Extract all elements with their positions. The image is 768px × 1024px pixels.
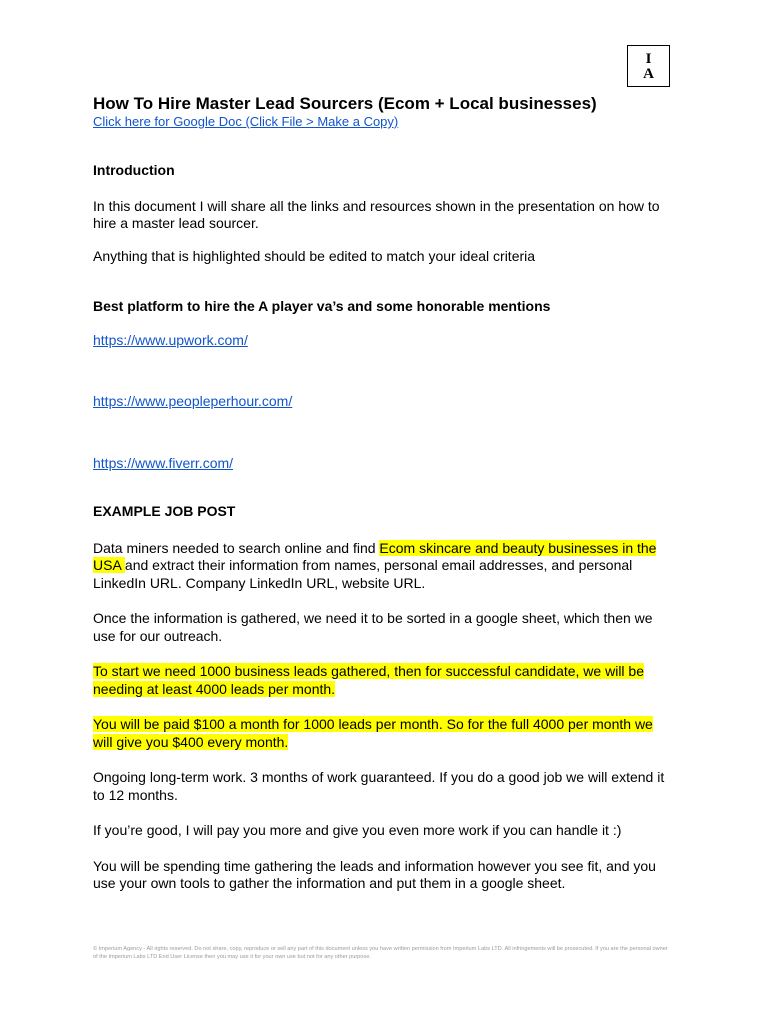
job-post-p1-rest: and extract their information from names, personal email addresses, and personal LinkedIn URL. Company LinkedIn URL, website URL.: [93, 557, 633, 591]
introduction-heading: Introduction: [93, 162, 175, 178]
highlight-note: Anything that is highlighted should be edited to match your ideal criteria: [93, 247, 536, 264]
google-doc-link[interactable]: Click here for Google Doc (Click File > Make a Copy): [93, 114, 399, 129]
job-post-paragraph-7: You will be spending time gathering the leads and information however you see fit, and you use your own tools to gather the information and put them in a google sheet.: [93, 857, 656, 891]
intro-paragraph: In this document I will share all the links and resources shown in the presentation on how to hire a master lead sourcer.: [93, 197, 660, 231]
document-body: [93, 93, 673, 893]
job-post-paragraph-1: [93, 540, 673, 593]
highlighted-pay: You will be paid $100 a month for 1000 leads per month. So for the full 4000 per month we will give you $400 every month.: [93, 716, 653, 750]
fiverr-link[interactable]: https://www.fiverr.com/: [93, 454, 234, 471]
job-post-paragraph-5: Ongoing long-term work. 3 months of work guaranteed. If you do a good job we will extend it to 12 months.: [93, 769, 665, 803]
peopleperhour-link[interactable]: https://www.peopleperhour.com/: [93, 393, 293, 409]
logo-letter-a: A: [643, 66, 654, 82]
highlighted-niche: Ecom skincare and beauty businesses in the USA: [93, 539, 657, 573]
platforms-heading: Best platform to hire the A player va’s and some honorable mentions: [93, 298, 551, 314]
job-post-paragraph-6: If you’re good, I will pay you more and give you even more work if you can handle it :): [93, 822, 622, 838]
upwork-link[interactable]: https://www.upwork.com/: [93, 331, 248, 348]
job-post-paragraph-3: [93, 663, 673, 698]
brand-logo: [627, 45, 670, 87]
job-post-paragraph-4: [93, 716, 673, 751]
copyright-footer: © Imperium Agency - All rights reserved. Do not share, copy, reproduce or sell any part of this document unless you have written permission from Imperium Labs LTD. All infringements will be prosecuted. If you are the personal owner of the Imperium Labs LTD End User License then you may use it for your own use but not for any other purpose.: [93, 946, 668, 960]
job-post-heading: EXAMPLE JOB POST: [93, 503, 236, 519]
document-title: How To Hire Master Lead Sourcers (Ecom + Local businesses): [93, 94, 597, 113]
job-post-p1-text: Data miners needed to search online and find: [93, 539, 380, 556]
highlighted-lead-volume: To start we need 1000 business leads gathered, then for successful candidate, we will be needing at least 4000 leads per month.: [93, 663, 644, 697]
logo-letter-i: I: [645, 51, 652, 67]
job-post-paragraph-2: Once the information is gathered, we need it to be sorted in a google sheet, which then we use for our outreach.: [93, 610, 653, 644]
